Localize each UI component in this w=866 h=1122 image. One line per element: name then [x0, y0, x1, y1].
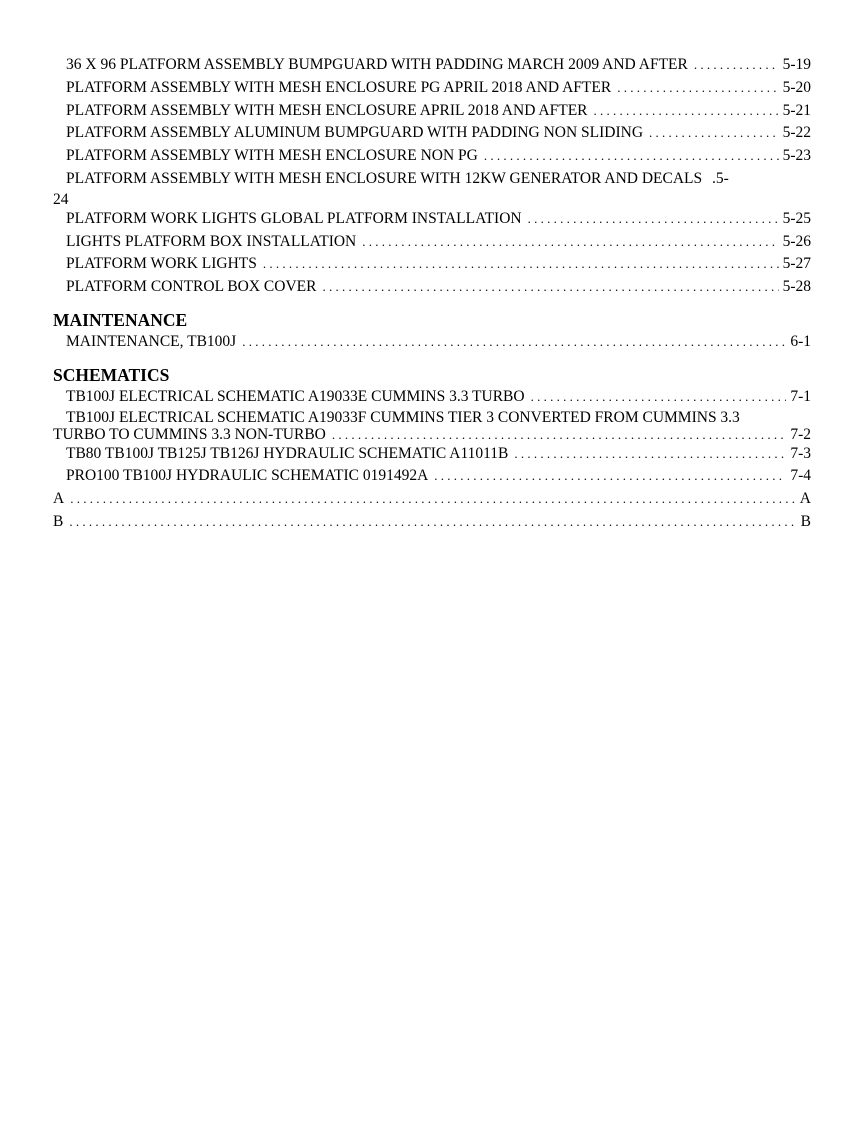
toc-entry-title: PLATFORM ASSEMBLY WITH MESH ENCLOSURE APRIL 2018 AND AFTER [66, 101, 588, 119]
dot-leader [649, 122, 779, 145]
table-of-contents [53, 54, 811, 534]
toc-entry-title-line2: TURBO TO CUMMINS 3.3 NON-TURBO [53, 425, 326, 443]
section-heading-schematics: SCHEMATICS [53, 364, 170, 385]
toc-entry-5-21[interactable] [53, 100, 811, 123]
toc-entry-page: 5-20 [782, 78, 811, 96]
dot-leader [322, 276, 778, 299]
toc-entry-6-1[interactable] [53, 331, 811, 354]
toc-entry-page: 5-22 [782, 124, 811, 142]
toc-entry-title: PLATFORM ASSEMBLY WITH MESH ENCLOSURE NON PG [66, 147, 478, 165]
dot-leader [362, 231, 778, 254]
toc-entry-title: 36 X 96 PLATFORM ASSEMBLY BUMPGUARD WITH PADDING MARCH 2009 AND AFTER [66, 56, 688, 73]
toc-entry-title-line1: TB100J ELECTRICAL SCHEMATIC A19033F CUMMINS TIER 3 CONVERTED FROM CUMMINS 3.3 [66, 408, 740, 426]
toc-entry-title: MAINTENANCE, TB100J [66, 332, 237, 350]
toc-entry-title: TB80 TB100J TB125J TB126J HYDRAULIC SCHEMATIC A11011B [66, 444, 509, 462]
toc-entry-page-part: 24 [53, 190, 69, 208]
toc-entry-page: 5-28 [782, 278, 811, 296]
toc-entry-title: B [53, 512, 64, 530]
dot-leader [434, 465, 786, 488]
dot-leader [332, 426, 786, 443]
toc-entry-page: 7-4 [790, 467, 811, 485]
toc-entry-page: 5-19 [782, 56, 811, 73]
dot-leader [528, 208, 779, 231]
toc-entry-page: 7-3 [790, 444, 811, 462]
toc-entry-title: PLATFORM CONTROL BOX COVER [66, 278, 317, 296]
toc-entry-7-4[interactable] [53, 465, 811, 488]
dot-leader [594, 100, 779, 123]
toc-entry-5-23[interactable] [53, 145, 811, 168]
dot-leader: . [708, 169, 716, 187]
dot-leader [70, 488, 796, 511]
toc-entry-5-19[interactable] [53, 54, 811, 77]
dot-leader [531, 386, 787, 409]
toc-entry-5-24[interactable] [53, 168, 811, 208]
toc-entry-title: PLATFORM ASSEMBLY ALUMINUM BUMPGUARD WITH PADDING NON SLIDING [66, 124, 644, 142]
toc-entry-5-25[interactable] [53, 208, 811, 231]
toc-entry-5-28[interactable] [53, 276, 811, 299]
toc-entry-page: 5-27 [782, 255, 811, 273]
toc-entry-title: PLATFORM ASSEMBLY WITH MESH ENCLOSURE WITH 12KW GENERATOR AND DECALS [66, 169, 703, 187]
toc-entry-title: PRO100 TB100J HYDRAULIC SCHEMATIC 0191492A [66, 467, 429, 485]
toc-entry-page: 5-21 [782, 101, 811, 119]
toc-entry-appendix-b[interactable] [53, 511, 811, 534]
toc-entry-5-26[interactable] [53, 231, 811, 254]
toc-entry-page: 5-23 [782, 147, 811, 165]
toc-entry-title: TB100J ELECTRICAL SCHEMATIC A19033E CUMMINS 3.3 TURBO [66, 387, 525, 405]
toc-entry-7-2[interactable] [53, 409, 811, 443]
section-heading-maintenance: MAINTENANCE [53, 309, 188, 330]
toc-entry-5-22[interactable] [53, 122, 811, 145]
toc-entry-page: 7-2 [790, 425, 811, 443]
toc-entry-page: B [800, 512, 811, 530]
toc-entry-title: A [53, 490, 65, 508]
dot-leader [694, 54, 779, 77]
toc-entry-5-20[interactable] [53, 77, 811, 100]
dot-leader [242, 331, 786, 354]
toc-entry-7-3[interactable] [53, 443, 811, 466]
toc-entry-5-27[interactable] [53, 253, 811, 276]
toc-entry-appendix-a[interactable] [53, 488, 811, 511]
toc-entry-title: PLATFORM WORK LIGHTS [66, 255, 257, 273]
dot-leader [484, 145, 779, 168]
toc-entry-title: PLATFORM WORK LIGHTS GLOBAL PLATFORM INSTALLATION [66, 209, 522, 227]
toc-entry-title: PLATFORM ASSEMBLY WITH MESH ENCLOSURE PG APRIL 2018 AND AFTER [66, 78, 612, 96]
dot-leader [263, 253, 779, 276]
toc-entry-page: 6-1 [790, 332, 811, 350]
dot-leader [617, 77, 778, 100]
toc-entry-page: 5-25 [782, 209, 811, 227]
toc-entry-7-1[interactable] [53, 386, 811, 409]
toc-entry-page: A [799, 490, 811, 508]
toc-entry-page-part: 5- [715, 169, 729, 187]
dot-leader [69, 511, 796, 534]
toc-entry-title: LIGHTS PLATFORM BOX INSTALLATION [66, 232, 357, 250]
dot-leader [514, 443, 786, 466]
toc-entry-page: 5-26 [782, 232, 811, 250]
toc-entry-page: 7-1 [790, 387, 811, 405]
